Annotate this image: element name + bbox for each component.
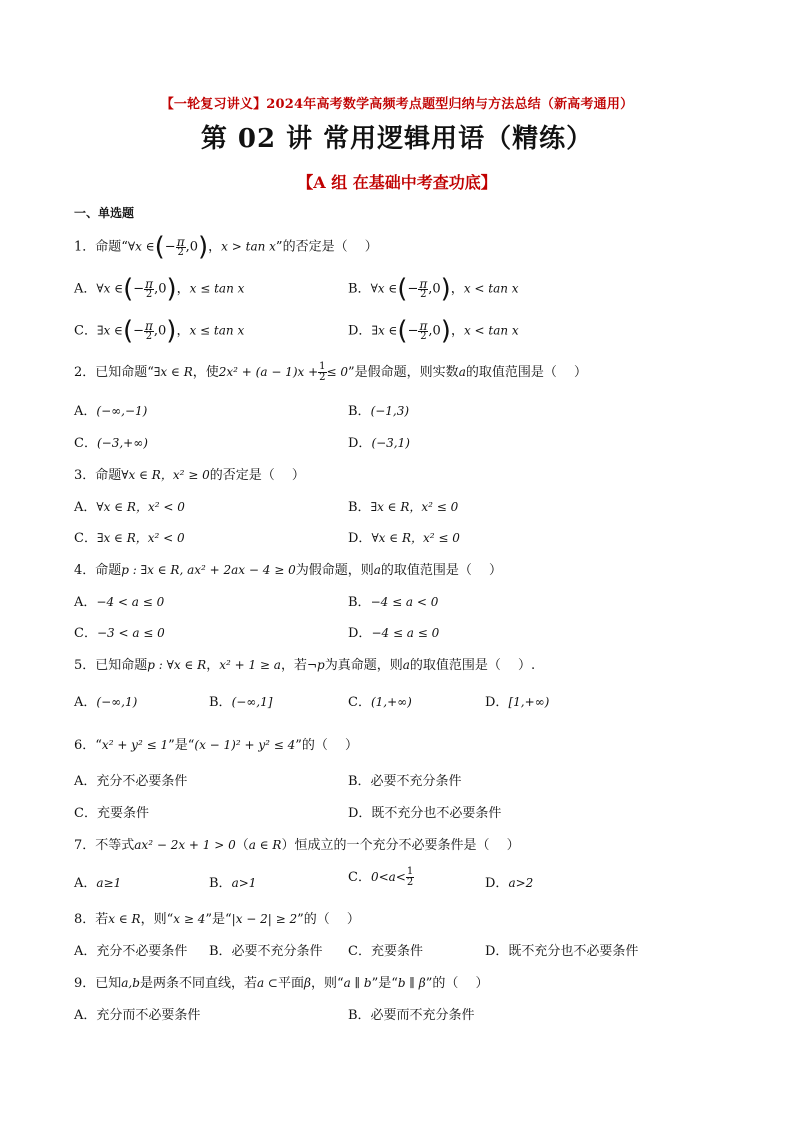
q5-c-label: C．: [348, 695, 371, 710]
q9-math1: a,b: [121, 976, 140, 990]
q3-pre: 3．命题: [74, 468, 122, 483]
q8-option-a[interactable]: A．充分不必要条件: [74, 944, 188, 959]
q7-math1: ax² − 2x + 1 > 0: [134, 838, 236, 852]
q1-b-rest: x < tan x: [463, 281, 519, 296]
q2-option-c[interactable]: [74, 432, 148, 451]
q5-math3: ¬p: [306, 658, 325, 672]
q5-option-a[interactable]: [74, 691, 137, 710]
q3-b-value: ∃x ∈ R，x² ≤ 0: [370, 500, 459, 514]
q1-post-math: x > tan x: [221, 239, 276, 254]
q5-d-label: D．: [485, 695, 509, 710]
q3-a-value: ∀x ∈ R，x² < 0: [96, 500, 185, 514]
question-9: [74, 972, 488, 991]
q8-post: ”的（ ）: [297, 912, 360, 927]
q2-a-value: (−∞,−1): [96, 404, 148, 418]
q9-mid: 是两条不同直线，若: [139, 976, 257, 991]
q4-post: 的取值范围是（ ）: [380, 563, 503, 578]
q6-math2: (x − 1)² + y² ≤ 4: [194, 738, 296, 752]
question-3: [74, 464, 305, 483]
q5-d-value: [1,+∞): [508, 695, 550, 709]
q4-var: a: [373, 563, 381, 577]
q2-mid: ，使: [192, 365, 219, 380]
q6-option-b[interactable]: B．必要不充分条件: [348, 774, 462, 789]
q2-frac-den: 2: [319, 372, 326, 383]
q1-option-a[interactable]: A．∀x ∈(− $\frac{\pi}{2}$ ,0)，x ≤ tan x: [74, 274, 245, 304]
q5-option-d[interactable]: [485, 691, 549, 710]
question-8: [74, 908, 360, 927]
q3-post: 的否定是（ ）: [209, 468, 305, 483]
q5-post: 的取值范围是（ ）.: [409, 658, 536, 673]
q2-pre: 2．已知命题“: [74, 365, 154, 380]
q4-d-label: D．: [348, 626, 372, 641]
q2-a-label: A．: [74, 404, 97, 419]
q5-option-c[interactable]: [348, 691, 412, 710]
q7-option-d[interactable]: [485, 872, 533, 891]
q3-option-b[interactable]: [348, 496, 458, 515]
q8-pre: 8．若: [74, 912, 109, 927]
q6-option-a[interactable]: A．充分不必要条件: [74, 774, 188, 789]
q2-math2: 2x² + (a − 1)x +: [218, 365, 319, 379]
group-heading: 【A 组 在基础中考查功底】: [297, 173, 497, 192]
q2-var: a: [458, 365, 466, 379]
question-4: [74, 559, 502, 578]
question-2: [74, 361, 587, 383]
q2-option-a[interactable]: [74, 400, 147, 419]
q3-a-label: A．: [74, 500, 97, 515]
q4-c-value: −3 < a ≤ 0: [96, 626, 165, 640]
question-6: [74, 734, 358, 753]
q5-var: a: [402, 658, 410, 672]
q1-option-d[interactable]: D．∃x ∈(− $\frac{\pi}{2}$ ,0)，x < tan x: [348, 316, 519, 346]
q9-option-a[interactable]: A．充分而不必要条件: [74, 1008, 201, 1023]
q6-option-c[interactable]: C．充要条件: [74, 806, 149, 821]
q1-d-label: D．: [348, 323, 372, 339]
q7-mid: （: [235, 838, 249, 853]
q5-a-value: (−∞,1): [96, 695, 138, 709]
q4-option-d[interactable]: [348, 622, 439, 641]
q5-math2: x² + 1 ≥ a: [219, 658, 281, 672]
q5-pre: 5．已知命题: [74, 658, 148, 673]
q1-a-quant: ∀x ∈: [96, 281, 124, 296]
q2-post2: 的取值范围是（ ）: [465, 365, 587, 380]
q8-math1: x ∈ R: [108, 912, 141, 926]
q8-option-b[interactable]: B．必要不充分条件: [209, 944, 323, 959]
q1-math2: ,0: [185, 239, 198, 255]
q2-math3: ≤ 0: [326, 365, 349, 379]
q9-pre: 9．已知: [74, 976, 122, 991]
q4-option-a[interactable]: [74, 591, 164, 610]
q4-option-b[interactable]: [348, 591, 438, 610]
q7-post: ）恒成立的一个充分不必要条件是（ ）: [281, 838, 520, 853]
q2-b-value: (−1,3): [370, 404, 410, 418]
q8-mid: ，则“: [140, 912, 174, 927]
q6-option-d[interactable]: D．既不充分也不必要条件: [348, 806, 502, 821]
q7-a-label: A．: [74, 876, 97, 891]
q7-c-frac-num: 1: [406, 866, 414, 877]
q7-c-frac-den: 2: [406, 877, 414, 888]
q7-b-value: a>1: [231, 876, 257, 890]
q7-option-c[interactable]: [348, 866, 414, 888]
q1-d-quant: ∃x ∈: [371, 323, 398, 338]
question-1: 1．命题“∀x ∈(− $\frac{\pi}{2}$ ,0)，x > tan x”的否定是（ ）: [74, 232, 378, 262]
q7-b-label: B．: [209, 876, 232, 891]
q9-option-b[interactable]: B．必要而不充分条件: [348, 1008, 475, 1023]
q4-c-label: C．: [74, 626, 97, 641]
q1-paren-close: ): [198, 232, 209, 262]
q8-option-c[interactable]: C．充要条件: [348, 944, 423, 959]
q2-fraction: [318, 362, 326, 383]
q1-c-label: C．: [74, 323, 97, 339]
q4-option-c[interactable]: [74, 622, 165, 641]
q2-b-label: B．: [348, 404, 371, 419]
q4-math: p : ∃x ∈ R, ax² + 2ax − 4 ≥ 0: [121, 563, 296, 577]
q7-c-value: 0<a<: [370, 870, 406, 884]
question-5: [74, 654, 535, 673]
q5-c-value: (1,+∞): [370, 695, 412, 709]
series-heading: 【一轮复习讲义】2024年高考数学高频考点题型归纳与方法总结（新高考通用）: [160, 97, 634, 112]
q2-post: ”是假命题，则实数: [348, 365, 459, 380]
q3-option-a[interactable]: [74, 496, 185, 515]
q4-pre: 4．命题: [74, 563, 122, 578]
q9-math4: a ∥ b: [343, 976, 372, 990]
q4-mid: 为假命题，则: [295, 563, 374, 578]
q5-option-b[interactable]: [209, 691, 272, 710]
q5-a-label: A．: [74, 695, 97, 710]
q4-b-value: −4 ≤ a < 0: [370, 595, 439, 609]
q8-mid2: ”是“: [205, 912, 232, 927]
q2-frac-num: 1: [319, 361, 326, 372]
q3-option-c[interactable]: [74, 527, 185, 546]
q6-pre: 6．“: [74, 738, 102, 753]
q4-a-label: A．: [74, 595, 97, 610]
q2-math1: ∃x ∈ R: [153, 365, 193, 379]
q8-math3: |x − 2| ≥ 2: [231, 912, 298, 926]
q2-c-label: C．: [74, 436, 97, 451]
q6-mid: ”是“: [168, 738, 195, 753]
q7-c-label: C．: [348, 870, 371, 885]
q1-c-quant: ∃x ∈: [96, 323, 123, 338]
q1-b-quant: ∀x ∈: [370, 281, 398, 296]
q6-post: ”的（ ）: [295, 738, 359, 753]
q8-math2: x ≥ 4: [173, 912, 206, 926]
question-7: [74, 834, 520, 853]
q4-d-value: −4 ≤ a ≤ 0: [371, 626, 440, 640]
q7-a-value: a≥1: [96, 876, 122, 890]
q5-mid3: 为真命题，则: [324, 658, 403, 673]
q2-option-d[interactable]: [348, 432, 410, 451]
q7-option-a[interactable]: [74, 872, 121, 891]
q5-math1: p : ∀x ∈ R: [147, 658, 207, 672]
q7-d-value: a>2: [508, 876, 534, 890]
q1-a-rest: x ≤ tan x: [189, 281, 245, 296]
q1-fraction: [176, 234, 186, 258]
q3-option-d[interactable]: [348, 527, 460, 546]
q5-mid2: ，若: [280, 658, 307, 673]
q3-d-label: D．: [348, 531, 372, 546]
q6-math1: x² + y² ≤ 1: [101, 738, 169, 752]
q5-mid: ，: [206, 658, 220, 673]
q4-a-value: −4 < a ≤ 0: [96, 595, 165, 609]
q1-frac-den: 2: [177, 246, 184, 258]
q7-option-b[interactable]: [209, 872, 256, 891]
q7-d-label: D．: [485, 876, 509, 891]
q3-c-label: C．: [74, 531, 97, 546]
q7-pre: 7．不等式: [74, 838, 135, 853]
q8-option-d[interactable]: D．既不充分也不必要条件: [485, 944, 639, 959]
q3-d-value: ∀x ∈ R，x² ≤ 0: [371, 531, 460, 545]
q1-d-rest: x < tan x: [463, 323, 519, 338]
q3-b-label: B．: [348, 500, 371, 515]
q1-option-c[interactable]: C．∃x ∈(− $\frac{\pi}{2}$ ,0)，x ≤ tan x: [74, 316, 245, 346]
q1-pre: 1．命题“: [74, 239, 128, 255]
q5-b-value: (−∞,1]: [231, 695, 273, 709]
q9-mid2: 平面: [277, 976, 304, 991]
q4-b-label: B．: [348, 595, 371, 610]
q1-option-b[interactable]: B．∀x ∈(− $\frac{\pi}{2}$ ,0)，x < tan x: [348, 274, 519, 304]
q1-a-label: A．: [74, 281, 97, 297]
q7-math2: a ∈ R: [248, 838, 282, 852]
q2-d-value: (−3,1): [371, 436, 410, 450]
q1-post: ”的否定是（ ）: [275, 239, 378, 255]
q9-mid4: ”是“: [371, 976, 398, 991]
q2-d-label: D．: [348, 436, 372, 451]
q3-math: ∀x ∈ R，x² ≥ 0: [121, 468, 210, 482]
q1-frac-num: π: [176, 234, 185, 249]
q1-b-label: B．: [348, 281, 371, 297]
q9-post: ”的（ ）: [425, 976, 489, 991]
q7-c-fraction: [406, 867, 414, 888]
q3-c-value: ∃x ∈ R，x² < 0: [96, 531, 185, 545]
q1-c-rest: x ≤ tan x: [189, 323, 245, 338]
q9-mid3: ，则“: [310, 976, 344, 991]
q9-math2: a ⊂: [256, 976, 278, 990]
section-heading: 一、单选题: [74, 206, 135, 220]
page-title: 第 02 讲 常用逻辑用语（精练）: [200, 124, 594, 154]
q1-paren-open: (: [154, 232, 165, 262]
q9-math5: b ∥ β: [397, 976, 426, 990]
q5-b-label: B．: [209, 695, 232, 710]
q2-c-value: (−3,+∞): [96, 436, 148, 450]
q1-math1: ∀x ∈: [127, 239, 155, 254]
q2-option-b[interactable]: [348, 400, 409, 419]
q9-math3: β: [304, 976, 311, 990]
